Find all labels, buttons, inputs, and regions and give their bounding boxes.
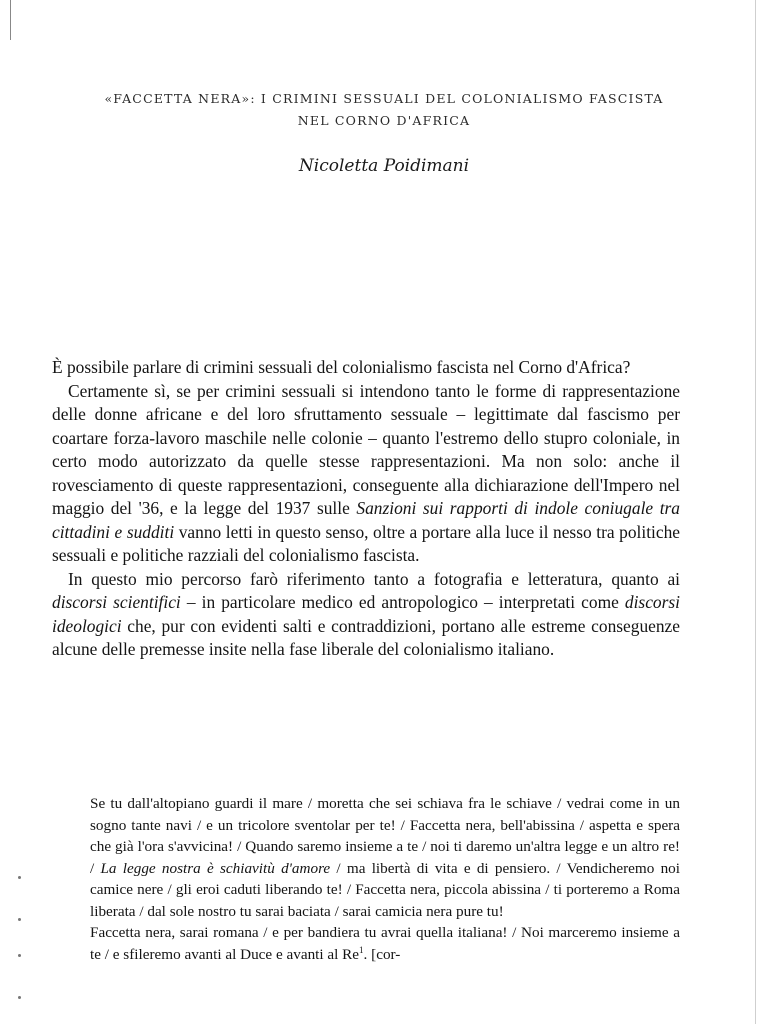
paragraph-3-text-c: che, pur con evidenti salti e contraddizioni, portano alle estreme conseguenze alcune delle premesse insite nella fase liberale del colonialismo italiano. xyxy=(52,615,680,659)
paragraph-3-text-b: – in particolare medico ed antropologico – interpretati come xyxy=(180,592,625,612)
page-edge-left xyxy=(10,0,11,40)
song-quote xyxy=(90,793,680,965)
margin-mark xyxy=(18,876,21,879)
paragraph-3-emphasis-2: discorsi ideologici xyxy=(52,592,680,636)
quote-stanza-1-text-b: / ma libertà di vita e di pensiero. / Vendicheremo noi camice nere / gli eroi caduti liberando te! / Faccetta nera, piccola abissina / ti porteremo a Roma liberata / dal sole nostro tu sarai baciata / sarai camicia nera pure tu! xyxy=(90,859,680,920)
article-title-line2: NEL CORNO D'AFRICA xyxy=(297,113,471,128)
article-title-line1: «FACCETTA NERA»: I CRIMINI SESSUALI DEL COLONIALISMO FASCISTA xyxy=(104,91,664,106)
quote-stanza-2 xyxy=(90,922,680,965)
paragraph-3-emphasis-1: discorsi scientifici xyxy=(52,592,181,612)
margin-mark xyxy=(18,918,21,921)
quote-stanza-1 xyxy=(90,793,680,922)
paragraph-3 xyxy=(52,568,680,662)
body-text xyxy=(52,356,680,662)
footnote-marker: 1 xyxy=(359,944,364,955)
paragraph-3-text-a: In questo mio percorso farò riferimento tanto a fotografia e letteratura, quanto ai xyxy=(68,568,680,589)
paragraph-2 xyxy=(52,380,680,568)
quote-stanza-2-text: Faccetta nera, sarai romana / e per bandiera tu avrai quella italiana! / Noi marceremo insieme a te / e sfileremo avanti al Duce e avanti al Re xyxy=(90,924,680,963)
quote-stanza-1-text-a: Se tu dall'altopiano guardi il mare / moretta che sei schiava fra le schiave / vedrai come in un sogno tante navi / e un tricolore sventolar per te! / Faccetta nera, bell'abissina / aspetta e spera che già l'ora s'avvicina! / Quando saremo insieme a te / noi ti daremo un'altra legge e un altro re! / xyxy=(90,795,680,877)
paragraph-2-law-title: Sanzioni sui rapporti di indole coniugale tra cittadini e sudditi xyxy=(52,498,680,542)
margin-mark xyxy=(18,996,21,999)
page-edge-right xyxy=(755,0,756,1024)
quote-stanza-1-emphasis: La legge nostra è schiavitù d'amore xyxy=(100,859,331,877)
paragraph-2-text-a: Certamente sì, se per crimini sessuali si intendono tanto le forme di rappresentazione delle donne africane e del loro sfruttamento sessuale – legittimate dal fascismo per coartare forza-lavoro maschile nelle colonie – quanto l'estremo dello stupro coloniale, in certo modo autorizzato da quelle stesse rappresentazioni. Ma non solo: anche il rovesciamento di queste rappresentazioni, conseguente alla dichiarazione dell'Impero nel maggio del '36, e la legge del 1937 sulle xyxy=(52,380,680,518)
article-title xyxy=(40,88,728,132)
margin-mark xyxy=(18,954,21,957)
paragraph-1: È possibile parlare di crimini sessuali del colonialismo fascista nel Corno d'Africa? xyxy=(52,357,631,377)
quote-stanza-2-end: . [cor- xyxy=(363,945,401,963)
margin-marks xyxy=(18,868,26,1018)
author-name: Nicoletta Poidimani xyxy=(298,156,470,176)
paragraph-2-text-b: vanno letti in questo senso, oltre a portare alla luce il nesso tra politiche sessuali e politiche razziali del colonialismo fascista. xyxy=(52,521,680,565)
